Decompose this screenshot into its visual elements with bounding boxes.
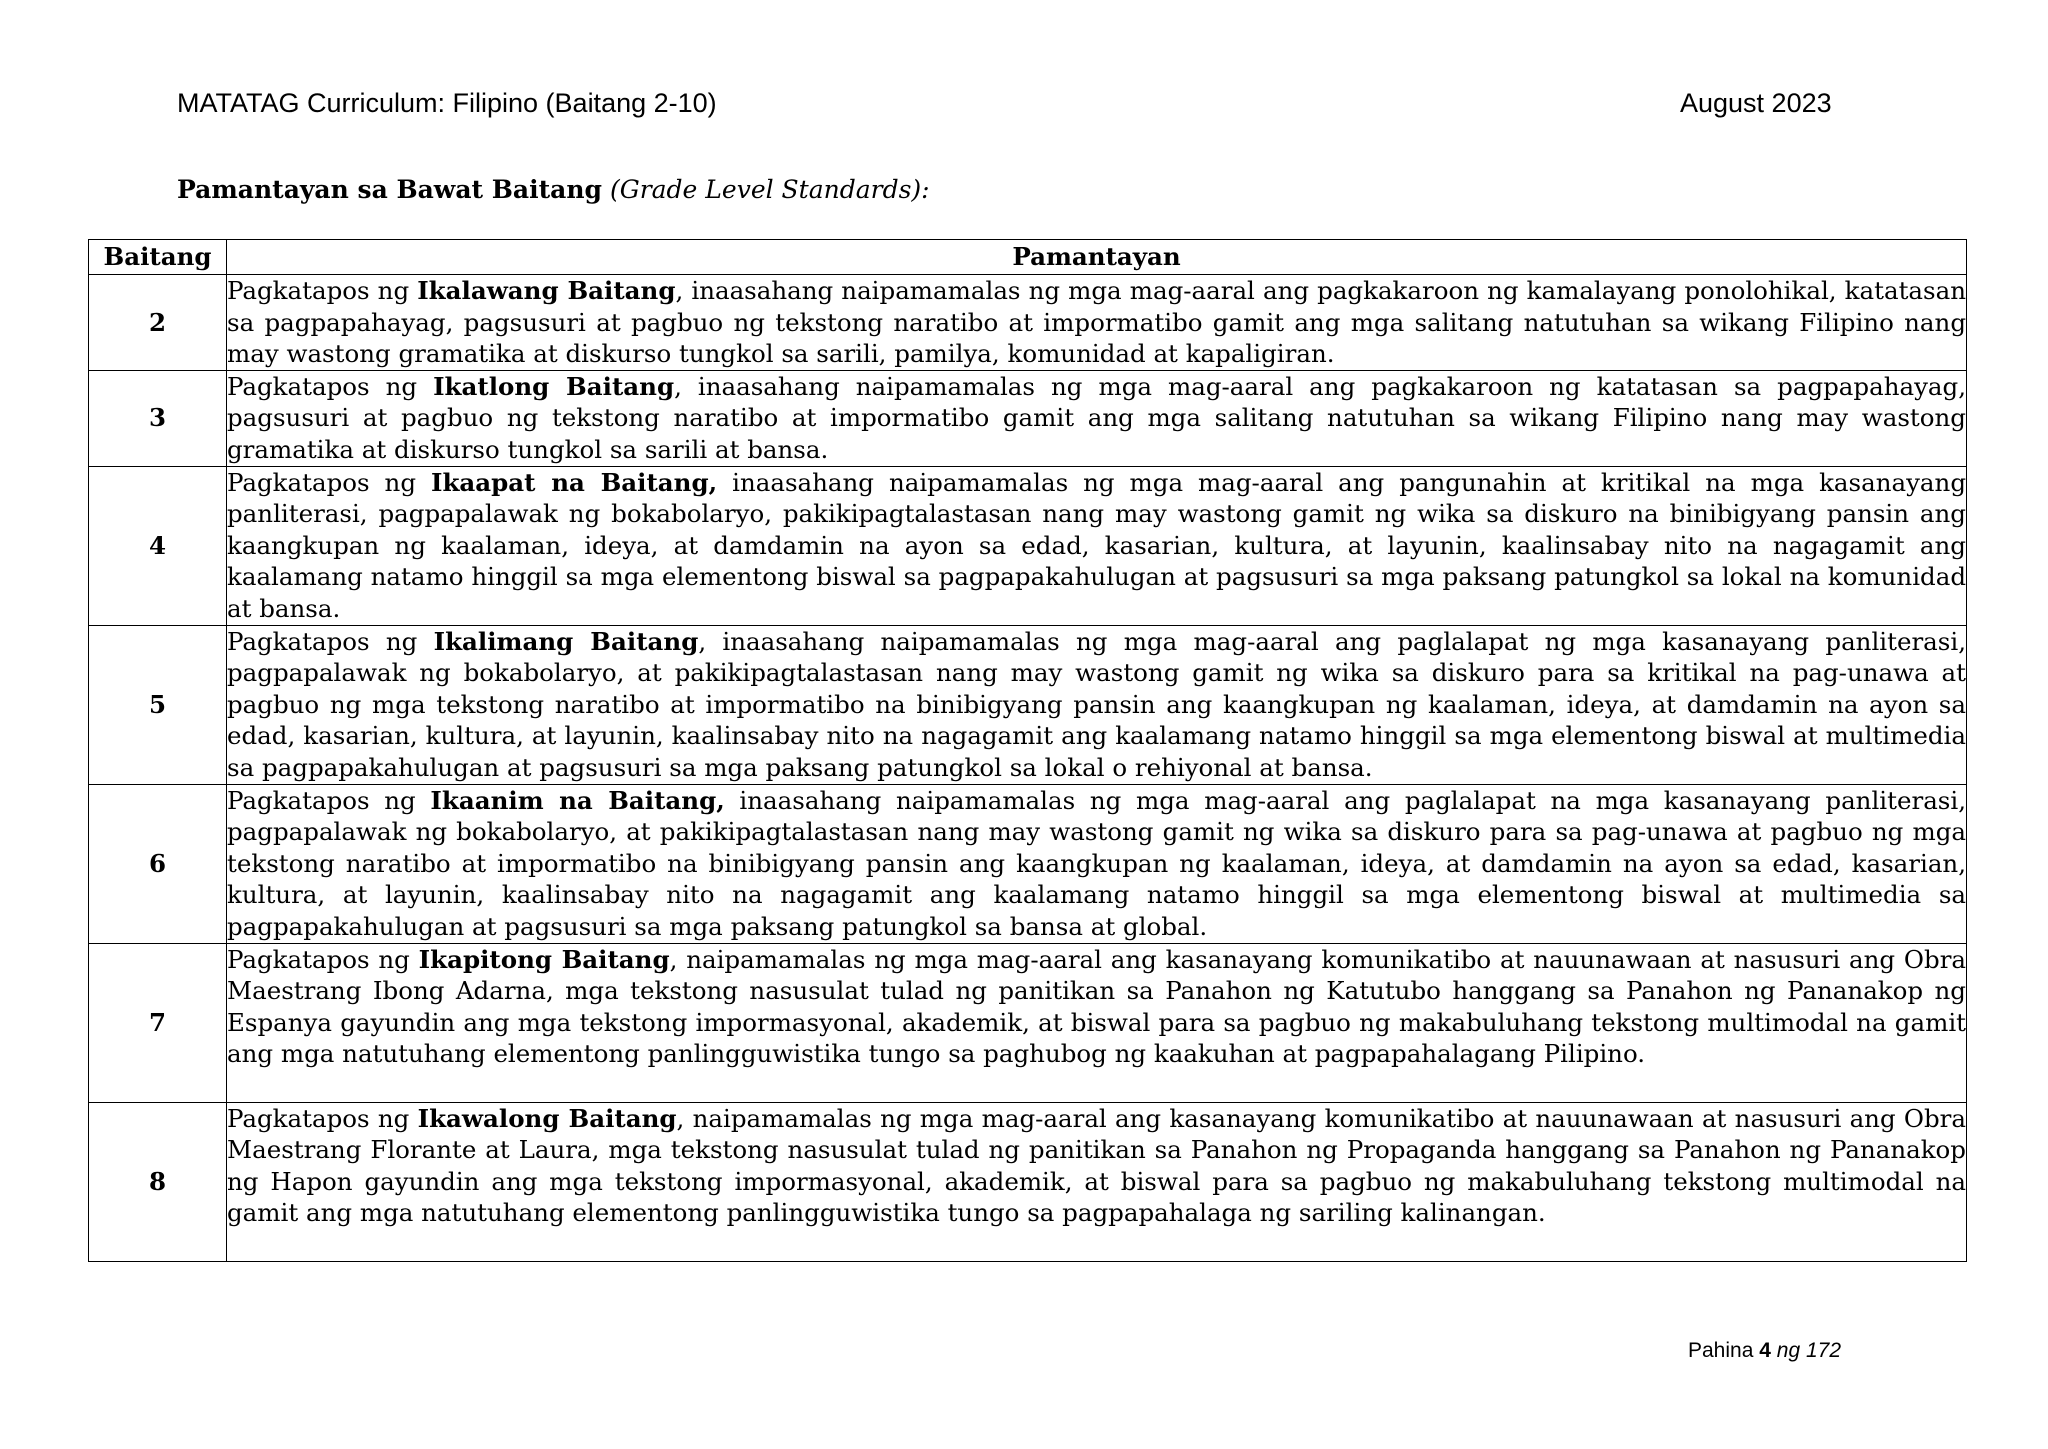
grade-name: Ikatlong Baitang: [433, 371, 675, 401]
standard-cell: [227, 1102, 1967, 1261]
grade-cell: 4: [89, 466, 227, 625]
standard-text: , naipamamalas ng mga mag-aaral ang kasanayang komunikatibo at nauunawaan at nasusuri ang Obra Maestrang Florante at Laura, mga tekstong nasusulat tulad ng panitikan sa Panahon ng Propaganda hanggang sa Panahon ng Pananakop ng Hapon gayundin ang mga tekstong impormasyonal, akademik, at biswal para sa pagbuo ng makabuluhang tekstong multimodal na gamit ang mga natutuhang elementong panlingguwistika tungo sa pagpapahalaga ng sariling kalinangan.: [227, 1103, 1967, 1227]
table-row: [89, 1102, 1967, 1261]
page-prefix: Pahina: [1688, 1339, 1760, 1362]
standard-text-lead: Pagkatapos ng: [227, 467, 431, 497]
grade-name: Ikalawang Baitang: [417, 276, 676, 305]
section-title-bold: Pamantayan sa Bawat Baitang: [177, 175, 603, 204]
page-current: 4: [1759, 1339, 1771, 1362]
grade-cell: 7: [89, 943, 227, 1102]
page-total: ng 172: [1776, 1339, 1841, 1362]
standard-text: , inaasahang naipamamalas ng mga mag-aaral ang pagkakaroon ng kamalayang ponolohikal, katatasan sa pagpapahayag, pagsusuri at pagbuo ng tekstong naratibo at impormatibo gamit ang mga salitang natutuhan sa wikang Filipino nang may wastong gramatika at diskurso tungkol sa sarili, pamilya, komunidad at kapaligiran.: [227, 276, 1966, 368]
column-header-baitang: Baitang: [89, 240, 227, 275]
standard-text-lead: Pagkatapos ng: [227, 944, 419, 974]
standard-text-lead: Pagkatapos ng: [227, 785, 431, 815]
standard-text: , inaasahang naipamamalas ng mga mag-aaral ang pagkakaroon ng katatasan sa pagpapahayag, pagsusuri at pagbuo ng tekstong naratibo at impormatibo gamit ang mga salitang natutuhan sa wikang Filipino nang may wastong gramatika at diskurso tungkol sa sarili at bansa.: [227, 371, 1967, 464]
standard-text-lead: Pagkatapos ng: [227, 626, 434, 656]
standard-cell: [227, 275, 1967, 371]
grade-name: Ikapitong Baitang: [418, 944, 670, 974]
standard-cell: [227, 370, 1967, 466]
grade-cell: 5: [89, 625, 227, 784]
standard-text-lead: Pagkatapos ng: [227, 276, 418, 305]
grade-cell: 3: [89, 370, 227, 466]
grade-cell: 6: [89, 784, 227, 943]
grade-name: Ikaanim na Baitang,: [430, 785, 725, 815]
grade-cell: 2: [89, 275, 227, 371]
column-header-pamantayan: Pamantayan: [227, 240, 1967, 275]
standard-text: inaasahang naipamamalas ng mga mag-aaral ang paglalapat na mga kasanayang panliterasi, pagpapalawak ng bokabolaryo, at pakikipagtalastasan nang may wastong gamit ng wika sa diskuro para sa pag-unawa at pagbuo ng mga tekstong naratibo at impormatibo na binibigyang pansin ang kaangkupan ng kaalaman, ideya, at damdamin na ayon sa edad, kasarian, kultura, at layunin, kaalinsabay nito na nagagamit ang kaalamang natamo hinggil sa mga elementong biswal at multimedia sa pagpapakahulugan at pagsusuri sa mga paksang patungkol sa bansa at global.: [227, 785, 1966, 941]
standard-text: inaasahang naipamamalas ng mga mag-aaral ang pangunahin at kritikal na mga kasanayang panliterasi, pagpapalawak ng bokabolaryo, pakikipagtalastasan nang may wastong gamit ng wika sa diskuro na binibigyang pansin ang kaangkupan ng kaalaman, ideya, at damdamin na ayon sa edad, kasarian, kultura, at layunin, kaalinsabay nito na nagagamit ang kaalamang natamo hinggil sa mga elementong biswal sa pagpapakahulugan at pagsusuri sa mga paksang patungkol sa lokal na komunidad at bansa.: [227, 467, 1966, 623]
table-row: [89, 370, 1967, 466]
header-curriculum-title: MATATAG Curriculum: Filipino (Baitang 2-10): [177, 88, 717, 118]
standard-text: , inaasahang naipamamalas ng mga mag-aaral ang paglalapat ng mga kasanayang panliterasi, pagpapalawak ng bokabolaryo, at pakikipagtalastasan nang may wastong gamit ng wika sa diskuro para sa kritikal na pag-unawa at pagbuo ng mga tekstong naratibo at impormatibo na binibigyang pansin ang kaangkupan ng kaalaman, ideya, at damdamin na ayon sa edad, kasarian, kultura, at layunin, kaalinsabay nito na nagagamit ang kaalamang natamo hinggil sa mga elementong biswal at multimedia sa pagpapakahulugan at pagsusuri sa mga paksang patungkol sa lokal o rehiyonal at bansa.: [227, 626, 1966, 782]
table-row: [89, 275, 1967, 371]
standard-cell: [227, 784, 1967, 943]
grade-name: Ikaapat na Baitang,: [430, 467, 718, 497]
grade-standards-table: [88, 239, 1967, 1262]
grade-name: Ikalimang Baitang: [433, 626, 699, 656]
table-row: [89, 625, 1967, 784]
table-row: [89, 784, 1967, 943]
section-title: [177, 175, 930, 204]
table-row: [89, 466, 1967, 625]
grade-name: Ikawalong Baitang: [417, 1103, 677, 1133]
header-date: August 2023: [1680, 88, 1832, 118]
standard-cell: [227, 466, 1967, 625]
standard-text-lead: Pagkatapos ng: [227, 371, 434, 401]
standard-text: , naipamamalas ng mga mag-aaral ang kasanayang komunikatibo at nauunawaan at nasusuri ang Obra Maestrang Ibong Adarna, mga tekstong nasusulat tulad ng panitikan sa Panahon ng Katutubo hanggang sa Panahon ng Pananakop ng Espanya gayundin ang mga tekstong impormasyonal, akademik, at biswal para sa pagbuo ng makabuluhang tekstong multimodal na gamit ang mga natutuhang elementong panlingguwistika tungo sa paghubog ng kaakuhan at pagpapahalagang Pilipino.: [227, 944, 1967, 1068]
grade-cell: 8: [89, 1102, 227, 1261]
page-number: [1688, 1339, 1841, 1363]
standard-text-lead: Pagkatapos ng: [227, 1103, 418, 1133]
table-header-row: [89, 240, 1967, 275]
standard-cell: [227, 943, 1967, 1102]
section-title-italic: (Grade Level Standards):: [609, 175, 930, 204]
table-row: [89, 943, 1967, 1102]
standard-cell: [227, 625, 1967, 784]
